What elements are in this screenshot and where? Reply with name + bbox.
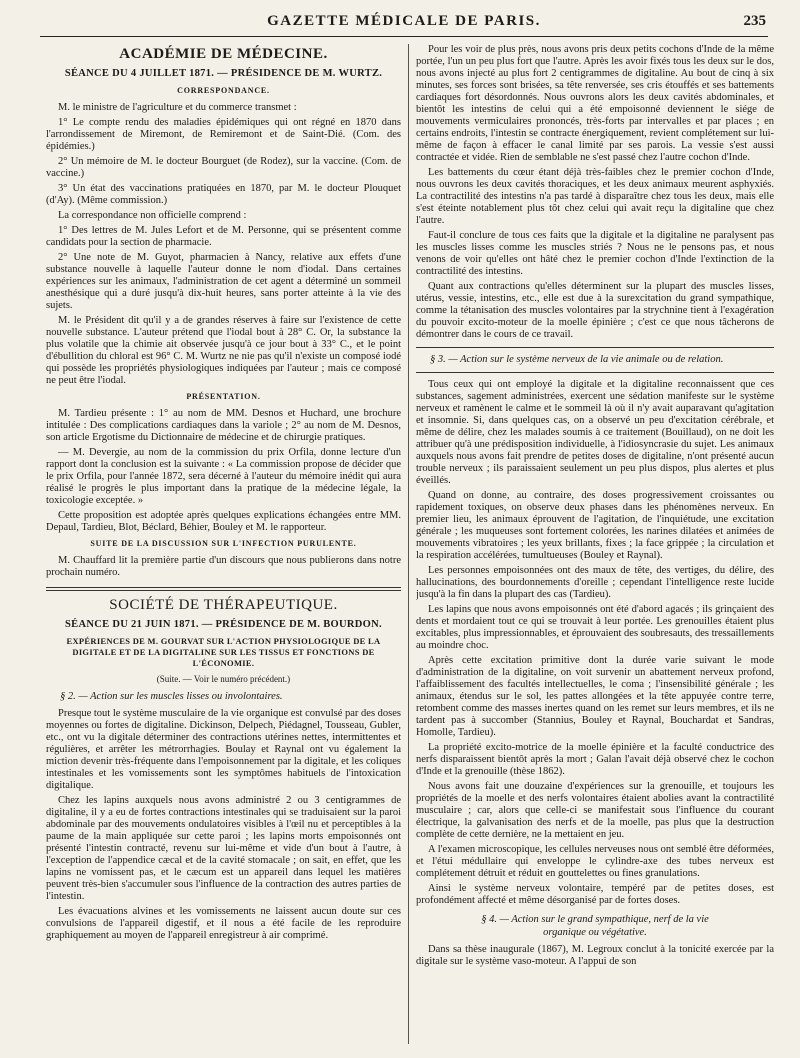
page-number: 235 bbox=[743, 13, 766, 29]
academie-title: ACADÉMIE DE MÉDECINE. bbox=[119, 46, 328, 62]
paragraph: Pour les voir de plus près, nous avons pris deux petits cochons d'Inde de la même portée, l'un un peu plus fort que l'autre. Après les avoir fixés tous les deux sur le dos, nous avons injecté au plus fort 2 centigrammes de digitaline. Au bout de cinq à six minutes, ses forces sont brisées, sa tête renversée, ses cris étouffés et ses battements cardiaques fort désordonnés. Nous ouvrons alors les deux cavités abdominales, et bientôt les intestins de celui qui a été empoisonné deviennent le siége de mouvements vermiculaires prononcés, très-forts par intervalles et par places ; en certains endroits, l'intestin se contracte énergiquement, revient complétement sur lui-même de façon à effacer le canal limité par ses parois. La vessie s'est aussi contractée et vidée. Rien de semblable ne s'est passé chez l'autre cochon d'Inde. bbox=[416, 44, 774, 163]
section-3-heading: § 3. — Action sur le système nerveux de la vie animale ou de relation. bbox=[430, 354, 724, 365]
presentation-heading: PRÉSENTATION. bbox=[186, 392, 261, 401]
paragraph: A l'examen microscopique, les cellules nerveuses nous ont semblé être déformées, et l'étui médullaire qui enveloppe le cylindre-axe des tubes nerveux est complétement détruit et réduit en gouttelettes ou fines granulations. bbox=[416, 844, 774, 879]
paragraph: Quant aux contractions qu'elles déterminent sur la plupart des muscles lisses, utérus, vessie, intestins, etc., elle est due à la surexcitation du grand sympathique, comme la tétanisation des muscles volontaires par la strychnine tient à l'exagération du pouvoir excito-moteur de la moelle épinière ; c'est ce que nous tâcherons de démontrer dans le cours de ce travail. bbox=[416, 281, 774, 340]
paragraph: M. le Président dit qu'il y a de grandes réserves à faire sur l'existence de cette nouvelle substance. L'auteur prétend que l'iodal bout à 28° C. Or, la substance la plus volatile que la chimie ait observée jusqu'à ce jour bout à 33° C., et le point d'ébullition du chloral est 96° C. M. Wurtz ne nie pas qu'il n'existe un composé iodé qui possède les propriétés physiologiques indiquées par l'auteur ; mais ce composé ne peut être l'iodal. bbox=[46, 315, 401, 386]
societe-title: SOCIÉTÉ DE THÉRAPEUTIQUE. bbox=[109, 597, 338, 613]
paragraph: Chez les lapins auxquels nous avons administré 2 ou 3 centigrammes de digitaline, il y a eu de fortes contractions intestinales qui se traduisaient sur la paroi abdominale par des mouvements ondulatoires visibles à l'œil nu et perceptibles à la paume de la main appliquée sur cette paroi ; les lapins morts empoisonnés ont présenté l'intestin contracté, revenu sur lui-même et vide d'un bout à l'autre, à l'exception de l'appendice cæcal et de la cavité stomacale ; on sait, en effet, que les lapins ne vomissent pas, et le cæcum est un appareil dans lequel les matières peuvent très-bien s'accumuler sous l'influence de la contraction des autres parties de l'intestin. bbox=[46, 795, 401, 902]
paragraph: Quand on donne, au contraire, des doses progressivement croissantes ou rapidement toxiques, on observe deux phases dans les phénomènes nerveux. En premier lieu, les animaux éprouvent de l'agitation, de l'inquiétude, une excitation générale ; les muqueuses sont fortement colorées, les narines dilatées et animées de mouvements vibratoires ; les yeux brillants, fixes ; la face grippée ; la circulation et la respiration accélérées, tumultueuses (Bouley et Raynal). bbox=[416, 490, 774, 561]
paragraph: La correspondance non officielle comprend : bbox=[58, 210, 247, 221]
left-column bbox=[46, 44, 401, 1050]
paragraph: 1° Le compte rendu des maladies épidémiques qui ont régné en 1870 dans l'arrondissement de Miremont, de Remiremont et de Saint-Dié. (Com. des épidémies.) bbox=[46, 117, 401, 152]
academie-session: SÉANCE DU 4 JUILLET 1871. — PRÉSIDENCE DE M. WURTZ. bbox=[64, 68, 383, 79]
paragraph: 3° Un état des vaccinations pratiquées en 1870, par M. le docteur Plouquet (d'Ay). (Même commission.) bbox=[46, 183, 401, 206]
paragraph: Faut-il conclure de tous ces faits que la digitale et la digitaline ne paralysent pas les muscles lisses comme les muscles striés ? Nous ne le pensons pas, et nous venons de voir qu'elles ont hâté chez le premier cochon d'Inde l'extinction de la contractilité des intestins. bbox=[416, 230, 774, 277]
column-divider bbox=[408, 44, 409, 1044]
suite-note: (Suite. — Voir le numéro précédent.) bbox=[156, 674, 291, 684]
paragraph: M. Tardieu présente : 1° au nom de MM. Desnos et Huchard, une brochure intitulée : Des complications cardiaques dans la variole ; 2° au nom de M. Desnos, son article Ergotisme du Dictionnaire de médecine et de chirurgie pratiques. bbox=[46, 408, 401, 443]
section-4-heading bbox=[416, 913, 774, 939]
paragraph: Presque tout le système musculaire de la vie organique est convulsé par des doses moyennes ou fortes de digitaline. Dickinson, Delpech, Piédagnel, Tousseau, Gubler, etc., ont vu la digitale déterminer des contractions utérines nettes, intermittentes et régulières, et arrêter les métrorrhagies. Boulay et Raynal ont vu également la miction devenir très-fréquente dans l'empoisonnement par la digitale, et les coliques intestinales et les vomissements sont les symptômes habituels de l'intoxication digitalique. bbox=[46, 708, 401, 791]
paragraph: Ainsi le système nerveux volontaire, tempéré par de petites doses, est profondément affecté et même désorganisé par de fortes doses. bbox=[416, 883, 774, 906]
paragraph: Nous avons fait une douzaine d'expériences sur la grenouille, et toujours les propriétés de la moelle et des nerfs volontaires étaient abolies avant la contractilité musculaire ; car, alors que celle-ci se manifestait sous l'influence du courant électrique, la galvanisation des nerfs et de la moelle, pas plus que la destruction complète de cette dernière, ne la mettaient en jeu. bbox=[416, 781, 774, 840]
section-4-heading-line1: § 4. — Action sur le grand sympathique, nerf de la vie bbox=[481, 914, 709, 925]
discussion-heading: SUITE DE LA DISCUSSION SUR L'INFECTION PURULENTE. bbox=[90, 539, 357, 548]
paragraph: M. le ministre de l'agriculture et du commerce transmet : bbox=[58, 102, 297, 113]
right-column bbox=[416, 44, 774, 1050]
section-rule bbox=[416, 372, 774, 373]
section-2-heading: § 2. — Action sur les muscles lisses ou involontaires. bbox=[60, 691, 283, 702]
paragraph: 1° Des lettres de M. Jules Lefort et de M. Personne, qui se présentent comme candidats pour la section de pharmacie. bbox=[46, 225, 401, 248]
correspondance-heading: CORRESPONDANCE. bbox=[177, 86, 270, 95]
paragraph: Dans sa thèse inaugurale (1867), M. Legroux conclut à la tonicité exercée par la digitale sur le système vaso-moteur. A l'appui de son bbox=[416, 944, 774, 967]
paragraph: Cette proposition est adoptée après quelques explications échangées entre MM. Depaul, Tardieu, Blot, Béclard, Béhier, Bouley et M. le rapporteur. bbox=[46, 510, 401, 533]
societe-session: SÉANCE DU 21 JUIN 1871. — PRÉSIDENCE DE M. BOURDON. bbox=[65, 619, 382, 630]
paragraph: Les évacuations alvines et les vomissements ne laissent aucun doute sur ces convulsions de l'appareil digestif, et il nous a été facile de les reproduire graphiquement au moyen de l'appareil enregistreur à air comprimé. bbox=[46, 906, 401, 941]
paragraph: M. Chauffard lit la première partie d'un discours que nous publierons dans notre prochain numéro. bbox=[46, 555, 401, 578]
paragraph: La propriété excito-motrice de la moelle épinière et la faculté conductrice des nerfs disparaissent bientôt après la mort ; Galan l'avait déjà observé chez le cochon d'Inde et la grenouille (thèse 1862). bbox=[416, 742, 774, 777]
paragraph: Après cette excitation primitive dont la durée varie suivant le mode d'administration de la digitaline, on voit survenir un abattement nerveux profond, l'affaiblissement des facultés intellectuelles, le coma ; l'insensibilité générale ; les animaux, étendus sur le sol, les pattes allongées et la tête appuyée contre terre, retombent comme des masses inertes quand on les remet sur leurs membres, et ils ne tardent pas à succomber (Stannius, Bouley et Raynal, Bouchardat et Sandras, Homolle, Tardieu). bbox=[416, 655, 774, 738]
section-4-heading-line2: organique ou végétative. bbox=[543, 927, 647, 938]
section-rule bbox=[416, 347, 774, 348]
paragraph: Les lapins que nous avons empoisonnés ont été d'abord agacés ; ils grinçaient des dents et mordaient tout ce qui se trouvait à leur portée. Les grenouilles étaient plus excitables, plus impressionnables, et éprouvaient des soubresauts, des tressaillements au moindre choc. bbox=[416, 604, 774, 651]
section-divider bbox=[46, 587, 401, 591]
paragraph: Les personnes empoisonnées ont des maux de tête, des vertiges, du délire, des hallucinations, des bourdonnements d'oreille ; cependant l'intelligence reste lucide jusqu'à la fin dans la plupart des cas (Tardieu). bbox=[416, 565, 774, 600]
experiences-heading: EXPÉRIENCES DE M. GOURVAT SUR L'ACTION PHYSIOLOGIQUE DE LA DIGITALE ET DE LA DIGITALINE SUR LES TISSUS ET FONCTIONS DE L'ÉCONOMIE. bbox=[66, 636, 381, 668]
journal-title: GAZETTE MÉDICALE DE PARIS. bbox=[267, 13, 541, 29]
running-head bbox=[40, 10, 768, 37]
paragraph: 2° Un mémoire de M. le docteur Bourguet (de Rodez), sur la vaccine. (Com. de vaccine.) bbox=[46, 156, 401, 179]
paragraph: 2° Une note de M. Guyot, pharmacien à Nancy, relative aux effets d'une substance nouvelle à laquelle l'auteur donne le nom d'iodal. Dans certaines expériences sur les animaux, l'administration de cet agent a déterminé un sommeil anesthésique qui a duré jusqu'à dix-huit heures, sans porter atteinte à la vie des sujets. bbox=[46, 252, 401, 311]
paragraph: Les battements du cœur étant déjà très-faibles chez le premier cochon d'Inde, nous ouvrons les deux cavités thoraciques, et les deux animaux meurent asphyxiés. La contractilité des intestins n'a pas tardé à disparaître chez tous les deux, mais elle s'est éteinte notablement plus tôt chez celui qui avait reçu la digitaline que chez l'autre. bbox=[416, 167, 774, 226]
paragraph: Tous ceux qui ont employé la digitale et la digitaline reconnaissent que ces substances, sagement administrées, exercent une sédation manifeste sur le système nerveux et ramènent le calme et le sommeil là où il n'y avait auparavant qu'agitation et insomnie. Si, dans quelques cas, on a observé un peu d'excitation cérébrale, et même de délire, chez les malades soumis à ce traitement (Bouillaud), on ne doit les attribuer qu'à une prédisposition individuelle, à l'idiosyncrasie du sujet. Les animaux auxquels nous avons fait prendre de petites doses de digitaline, n'ont présenté aucun trouble nerveux ; ils paraissaient seulement un peu plus dispos, plus alertes et plus éveillés. bbox=[416, 379, 774, 486]
paragraph: — M. Devergie, au nom de la commission du prix Orfila, donne lecture d'un rapport dont la conclusion est la suivante : « La commission propose de décider que le prix Orfila, pour l'année 1872, sera décerné à l'auteur du mémoire inédit qui aura réalisé le progrès le plus important dans la pratique de la médecine légale, la toxicologie exceptée. » bbox=[46, 447, 401, 506]
